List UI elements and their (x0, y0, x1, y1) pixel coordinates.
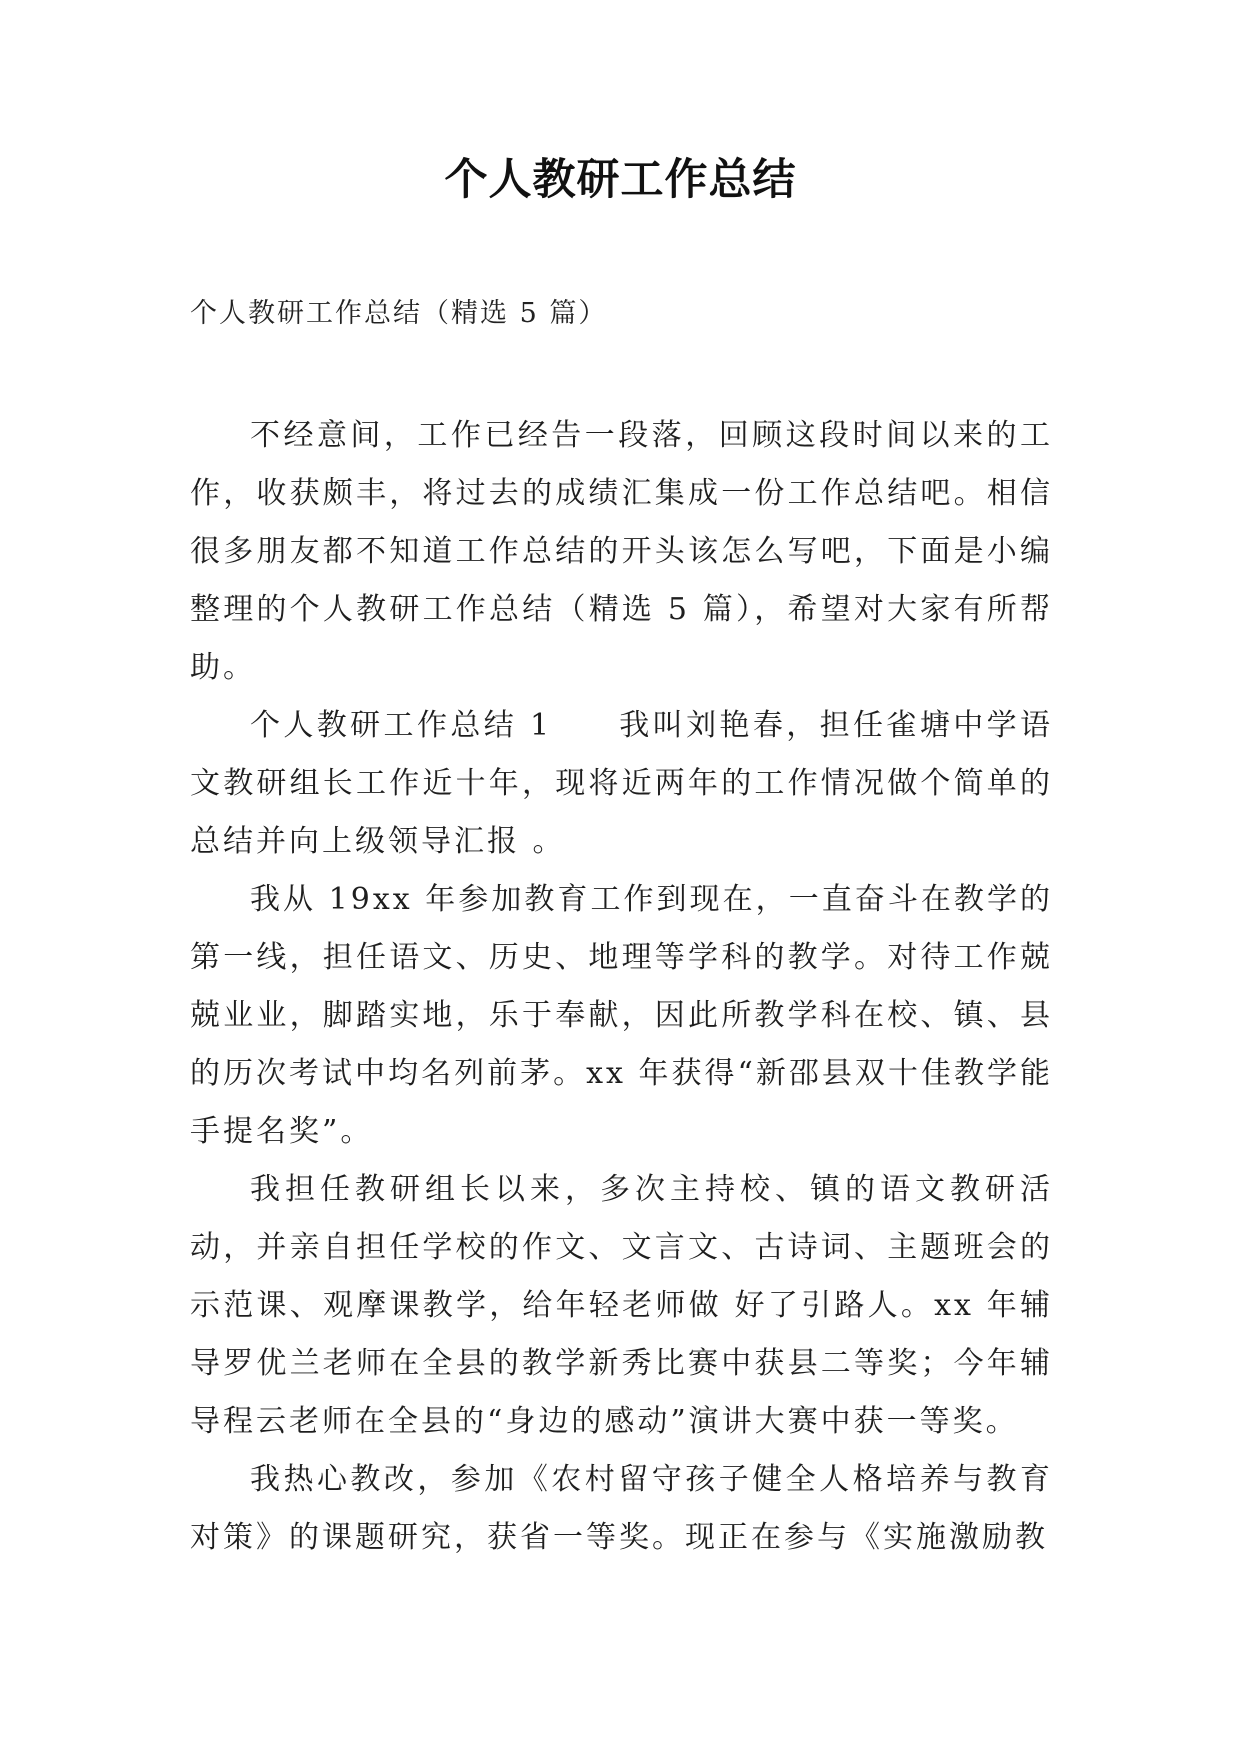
paragraph-summary-1: 个人教研工作总结 1 我叫刘艳春，担任雀塘中学语文教研组长工作近十年，现将近两年的工作情况做个简单的总结并向上级领导汇报 。 (190, 708, 1053, 859)
document-subtitle: 个人教研工作总结（精选 5 篇） (190, 298, 608, 329)
document-body (190, 407, 1053, 1567)
paragraph-leadership: 我担任教研组长以来，多次主持校、镇的语文教研活动，并亲自担任学校的作文、文言文、古诗词、主题班会的示范课、观摩课教学，给年轻老师做 好了引路人。xx 年辅导罗优兰老师在全县的教学新秀比赛中获县二等奖；今年辅导程云老师在全县的“身边的感动”演讲大赛中获一等奖。 (190, 1172, 1053, 1439)
paragraph-research: 我热心教改，参加《农村留守孩子健全人格培养与教育对策》的课题研究，获省一等奖。现正在参与《实施激励教 (190, 1462, 1053, 1555)
page-title: 个人教研工作总结 (444, 155, 797, 205)
paragraph-intro: 不经意间，工作已经告一段落，回顾这段时间以来的工作，收获颇丰，将过去的成绩汇集成一份工作总结吧。相信很多朋友都不知道工作总结的开头该怎么写吧，下面是小编整理的个人教研工作总结（精选 5 篇），希望对大家有所帮助。 (190, 418, 1053, 685)
paragraph-career: 我从 19xx 年参加教育工作到现在，一直奋斗在教学的第一线，担任语文、历史、地理等学科的教学。对待工作兢兢业业，脚踏实地，乐于奉献，因此所教学科在校、镇、县的历次考试中均名列前茅。xx 年获得“新邵县双十佳教学能手提名奖”。 (190, 882, 1053, 1149)
